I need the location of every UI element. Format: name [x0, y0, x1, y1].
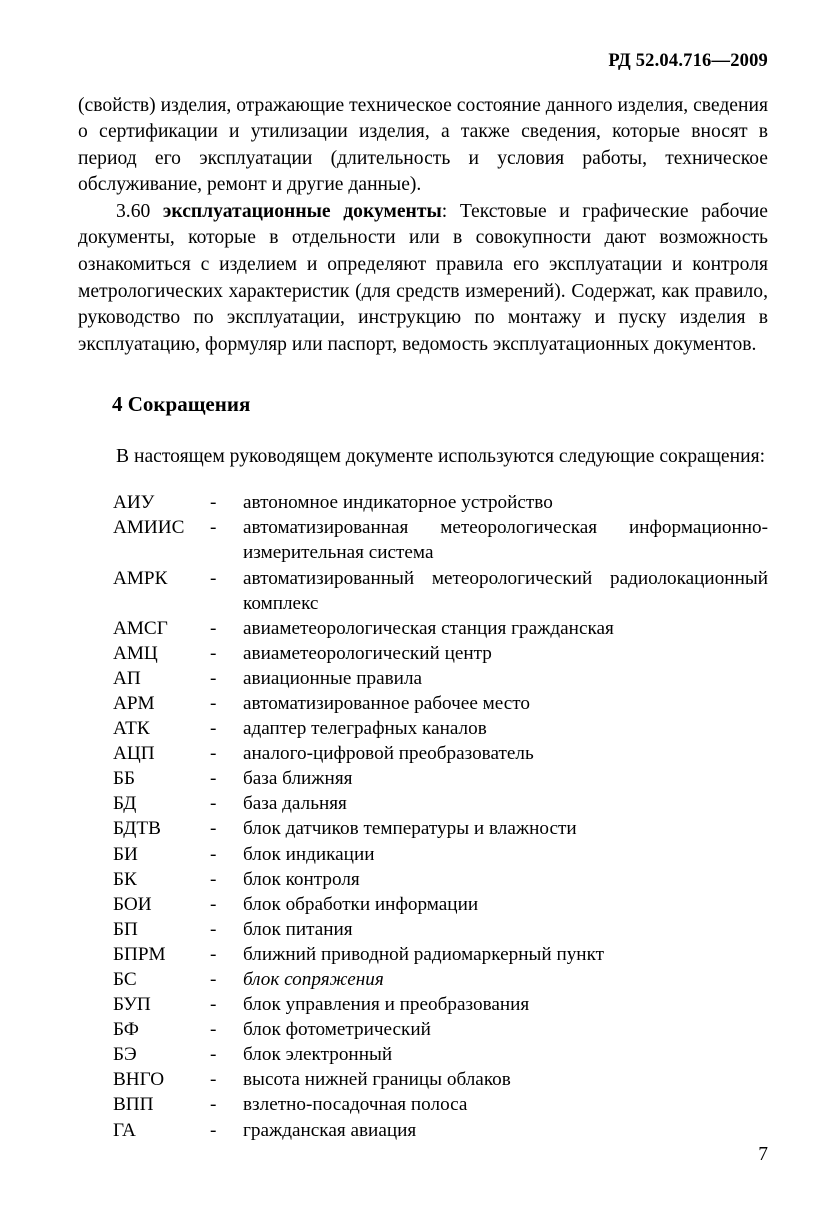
abbreviation-term: АП — [113, 667, 141, 689]
abbreviation-row — [78, 1042, 768, 1067]
abbreviation-definition: блок сопряжения — [243, 969, 384, 990]
abbreviation-term: БФ — [113, 1019, 139, 1041]
abbreviation-dash: - — [210, 667, 217, 689]
abbreviation-term: АМЦ — [113, 642, 158, 664]
abbreviation-definition: адаптер телеграфных каналов — [243, 718, 487, 740]
abbreviation-row — [78, 1017, 768, 1042]
abbreviation-term: АТК — [113, 718, 150, 740]
abbreviation-definition: блок электронный — [243, 1044, 393, 1066]
abbreviation-row — [78, 1092, 768, 1117]
definition-paragraph-3-60 — [78, 199, 768, 359]
abbreviation-dash: - — [210, 893, 217, 915]
abbreviation-definition: авиаметеорологическая станция гражданская — [243, 617, 614, 639]
abbreviation-row — [78, 791, 768, 816]
abbreviation-dash: - — [210, 642, 217, 664]
abbreviation-definition: взлетно-посадочная полоса — [243, 1094, 468, 1116]
abbreviation-term: АИУ — [113, 492, 155, 514]
abbreviation-row — [78, 867, 768, 892]
abbreviation-row — [78, 967, 768, 992]
abbreviation-dash: - — [210, 793, 217, 815]
definition-separator: : — [441, 200, 448, 222]
abbreviation-row — [78, 1118, 768, 1143]
abbreviation-row — [78, 490, 768, 515]
page-number: 7 — [758, 1143, 768, 1165]
abbreviation-definition: блок фотометрический — [243, 1019, 431, 1041]
section-heading-abbreviations: 4 Сокращения — [112, 392, 251, 417]
abbreviation-definition: блок обработки информации — [243, 893, 479, 915]
abbreviation-row — [78, 741, 768, 766]
abbreviation-dash: - — [210, 567, 217, 589]
section-intro-paragraph: В настоящем руководящем документе используются следующие сокращения: — [116, 445, 766, 467]
abbreviation-definition: авиационные правила — [243, 667, 423, 689]
abbreviation-row — [78, 816, 768, 841]
abbreviation-term: БК — [113, 868, 137, 890]
abbreviation-dash: - — [210, 1069, 217, 1091]
abbreviation-term: БУП — [113, 994, 151, 1016]
abbreviation-term: ВПП — [113, 1094, 154, 1116]
abbreviation-definition: автоматизированное рабочее место — [243, 692, 531, 714]
abbreviation-term: БЭ — [113, 1044, 137, 1066]
abbreviation-term: АМИИС — [113, 517, 185, 539]
abbreviation-row — [78, 1067, 768, 1092]
abbreviation-row — [78, 842, 768, 867]
definition-term: эксплуатационные документы — [162, 200, 442, 222]
abbreviation-row — [78, 666, 768, 691]
abbreviation-dash: - — [210, 943, 217, 965]
abbreviation-dash: - — [210, 868, 217, 890]
abbreviation-row — [78, 992, 768, 1017]
abbreviation-dash: - — [210, 517, 217, 539]
abbreviation-definition: авиаметеорологический центр — [243, 642, 492, 664]
abbreviation-term: БП — [113, 918, 138, 940]
abbreviation-row — [78, 716, 768, 741]
abbreviation-definition: ближний приводной радиомаркерный пункт — [243, 943, 605, 965]
abbreviation-term: БПРМ — [113, 943, 166, 965]
abbreviation-term: БД — [113, 793, 137, 815]
abbreviation-term: АРМ — [113, 692, 155, 714]
abbreviation-definition: блок датчиков температуры и влажности — [243, 818, 577, 840]
abbreviation-definition: высота нижней границы облаков — [243, 1069, 511, 1091]
abbreviation-row — [78, 641, 768, 666]
abbreviation-definition: гражданская авиация — [243, 1119, 417, 1141]
abbreviation-term: АЦП — [113, 743, 155, 765]
abbreviation-definition: автоматизированная метеорологическая информационно-измерительная система — [243, 517, 768, 564]
abbreviation-definition: база дальняя — [243, 793, 347, 815]
abbreviation-term: БОИ — [113, 893, 152, 915]
abbreviation-definition: автоматизированный метеорологический радиолокационный комплекс — [243, 567, 768, 614]
abbreviation-dash: - — [210, 969, 217, 990]
abbreviation-definition: автономное индикаторное устройство — [243, 492, 553, 514]
abbreviation-term: ББ — [113, 768, 136, 790]
abbreviation-dash: - — [210, 617, 217, 639]
abbreviation-term: БИ — [113, 843, 138, 865]
abbreviation-dash: - — [210, 718, 217, 740]
abbreviation-definition: блок питания — [243, 918, 353, 940]
abbreviation-term: БДТВ — [113, 818, 161, 840]
abbreviation-dash: - — [210, 1019, 217, 1041]
abbreviation-dash: - — [210, 918, 217, 940]
page-content — [78, 0, 768, 1143]
abbreviation-dash: - — [210, 843, 217, 865]
abbreviation-dash: - — [210, 994, 217, 1016]
abbreviation-dash: - — [210, 1044, 217, 1066]
abbreviation-dash: - — [210, 692, 217, 714]
abbreviation-row — [78, 917, 768, 942]
running-header: РД 52.04.716—2009 — [608, 51, 768, 71]
abbreviation-row — [78, 691, 768, 716]
abbreviation-definition: блок контроля — [243, 868, 360, 890]
abbreviation-term: БС — [113, 969, 137, 990]
abbreviation-row — [78, 566, 768, 616]
abbreviation-dash: - — [210, 492, 217, 514]
abbreviation-dash: - — [210, 1119, 217, 1141]
abbreviation-definition: блок индикации — [243, 843, 375, 865]
abbreviation-definition: аналого-цифровой преобразователь — [243, 743, 534, 765]
abbreviation-term: АМРК — [113, 567, 168, 589]
abbreviation-dash: - — [210, 1094, 217, 1116]
abbreviation-term: ВНГО — [113, 1069, 165, 1091]
abbreviations-list — [78, 490, 768, 1142]
abbreviation-term: АМСГ — [113, 617, 168, 639]
definition-text: Текстовые и графические рабочие документы, которые в отдельности или в совокупности дают возможность ознакомиться с изделием и определяют правила его эксплуатации и контроля метрологических характеристик (для средств измерений). Содержат, как правило, руководство по эксплуатации, инструкцию по монтажу и пуску изделия в эксплуатацию, формуляр или паспорт, ведомость эксплуатационных документов. — [78, 200, 768, 355]
abbreviation-row — [78, 515, 768, 565]
abbreviation-row — [78, 892, 768, 917]
abbreviation-dash: - — [210, 743, 217, 765]
abbreviation-row — [78, 616, 768, 641]
abbreviation-dash: - — [210, 768, 217, 790]
abbreviation-row — [78, 766, 768, 791]
abbreviation-dash: - — [210, 818, 217, 840]
paragraph-continuation: (свойств) изделия, отражающие техническое состояние данного изделия, сведения о сертификации и утилизации изделия, а также сведения, которые вносят в период его эксплуатации (длительность и условия работы, техническое обслуживание, ремонт и другие данные). — [78, 94, 768, 196]
abbreviation-definition: база ближняя — [243, 768, 353, 790]
abbreviation-term: ГА — [113, 1119, 136, 1141]
definition-number: 3.60 — [116, 200, 151, 222]
abbreviation-definition: блок управления и преобразования — [243, 994, 530, 1016]
abbreviation-row — [78, 942, 768, 967]
